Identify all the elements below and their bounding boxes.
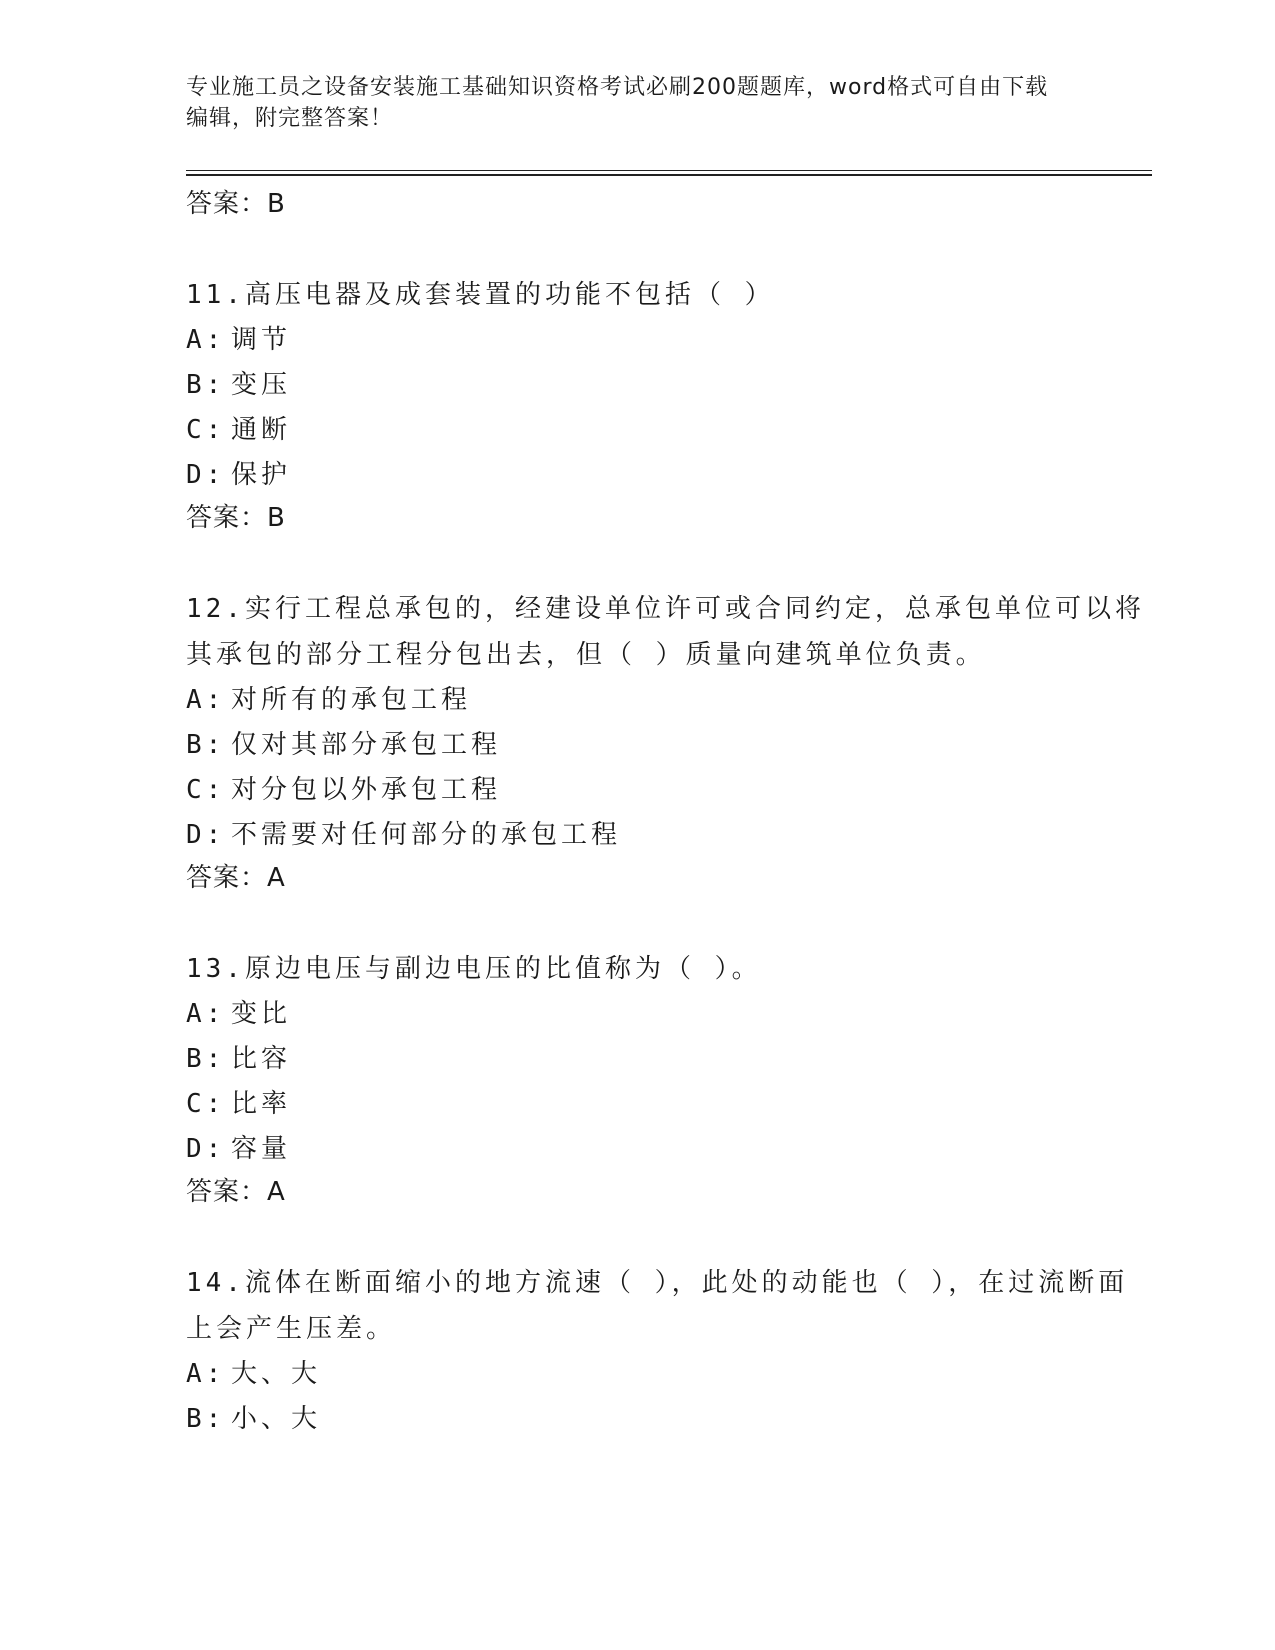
option-text: 大、大 [231, 1359, 322, 1389]
option-d [186, 1127, 1146, 1172]
option-letter: C: [186, 415, 226, 445]
option-text: 变压 [231, 370, 292, 400]
option-letter: B: [186, 1404, 226, 1434]
answer-line: 答案：B [186, 503, 286, 533]
option-b [186, 723, 1146, 768]
option-letter: D: [186, 460, 226, 490]
answer-line: 答案：B [186, 189, 286, 219]
option-a [186, 1352, 1146, 1397]
option-text: 比容 [231, 1044, 292, 1074]
option-letter: B: [186, 730, 226, 760]
header-divider [186, 170, 1152, 176]
question-text: 14.流体在断面缩小的地方流速（ ），此处的动能也（ ），在过流断面上会产生压差。 [186, 1268, 1129, 1344]
option-letter: C: [186, 775, 226, 805]
question-12 [186, 586, 1146, 898]
option-letter: A: [186, 685, 226, 715]
option-letter: B: [186, 1044, 226, 1074]
option-text: 对所有的承包工程 [231, 685, 472, 715]
option-letter: C: [186, 1089, 226, 1119]
option-letter: D: [186, 820, 226, 850]
option-c [186, 408, 1146, 453]
option-d [186, 813, 1146, 858]
option-text: 调节 [231, 325, 292, 355]
question-text: 11.高压电器及成套装置的功能不包括（ ） [186, 280, 775, 310]
option-d [186, 453, 1146, 498]
option-text: 保护 [231, 460, 292, 490]
option-letter: A: [186, 325, 226, 355]
question-text: 13.原边电压与副边电压的比值称为（ ）。 [186, 954, 762, 984]
question-14 [186, 1260, 1146, 1442]
option-text: 对分包以外承包工程 [231, 775, 502, 805]
option-letter: B: [186, 370, 226, 400]
option-b [186, 1397, 1146, 1442]
option-text: 比率 [231, 1089, 292, 1119]
option-a [186, 678, 1146, 723]
option-a [186, 992, 1146, 1037]
option-text: 仅对其部分承包工程 [231, 730, 502, 760]
option-b [186, 363, 1146, 408]
option-text: 小、大 [231, 1404, 322, 1434]
option-a [186, 318, 1146, 363]
option-text: 通断 [231, 415, 292, 445]
answer-line: 答案：A [186, 863, 286, 893]
question-text: 12.实行工程总承包的，经建设单位许可或合同约定，总承包单位可以将其承包的部分工程分包出去，但（ ）质量向建筑单位负责。 [186, 594, 1145, 670]
question-11 [186, 272, 1146, 538]
question-13 [186, 946, 1146, 1212]
option-letter: D: [186, 1134, 226, 1164]
document-header: 专业施工员之设备安装施工基础知识资格考试必刷200题题库，word格式可自由下载编辑，附完整答案！ [186, 75, 1049, 131]
option-text: 不需要对任何部分的承包工程 [231, 820, 622, 850]
option-c [186, 1082, 1146, 1127]
option-letter: A: [186, 1359, 226, 1389]
option-text: 容量 [231, 1134, 292, 1164]
answer-line: 答案：A [186, 1177, 286, 1207]
option-b [186, 1037, 1146, 1082]
option-letter: A: [186, 999, 226, 1029]
option-c [186, 768, 1146, 813]
option-text: 变比 [231, 999, 292, 1029]
document-page [186, 72, 1146, 1442]
